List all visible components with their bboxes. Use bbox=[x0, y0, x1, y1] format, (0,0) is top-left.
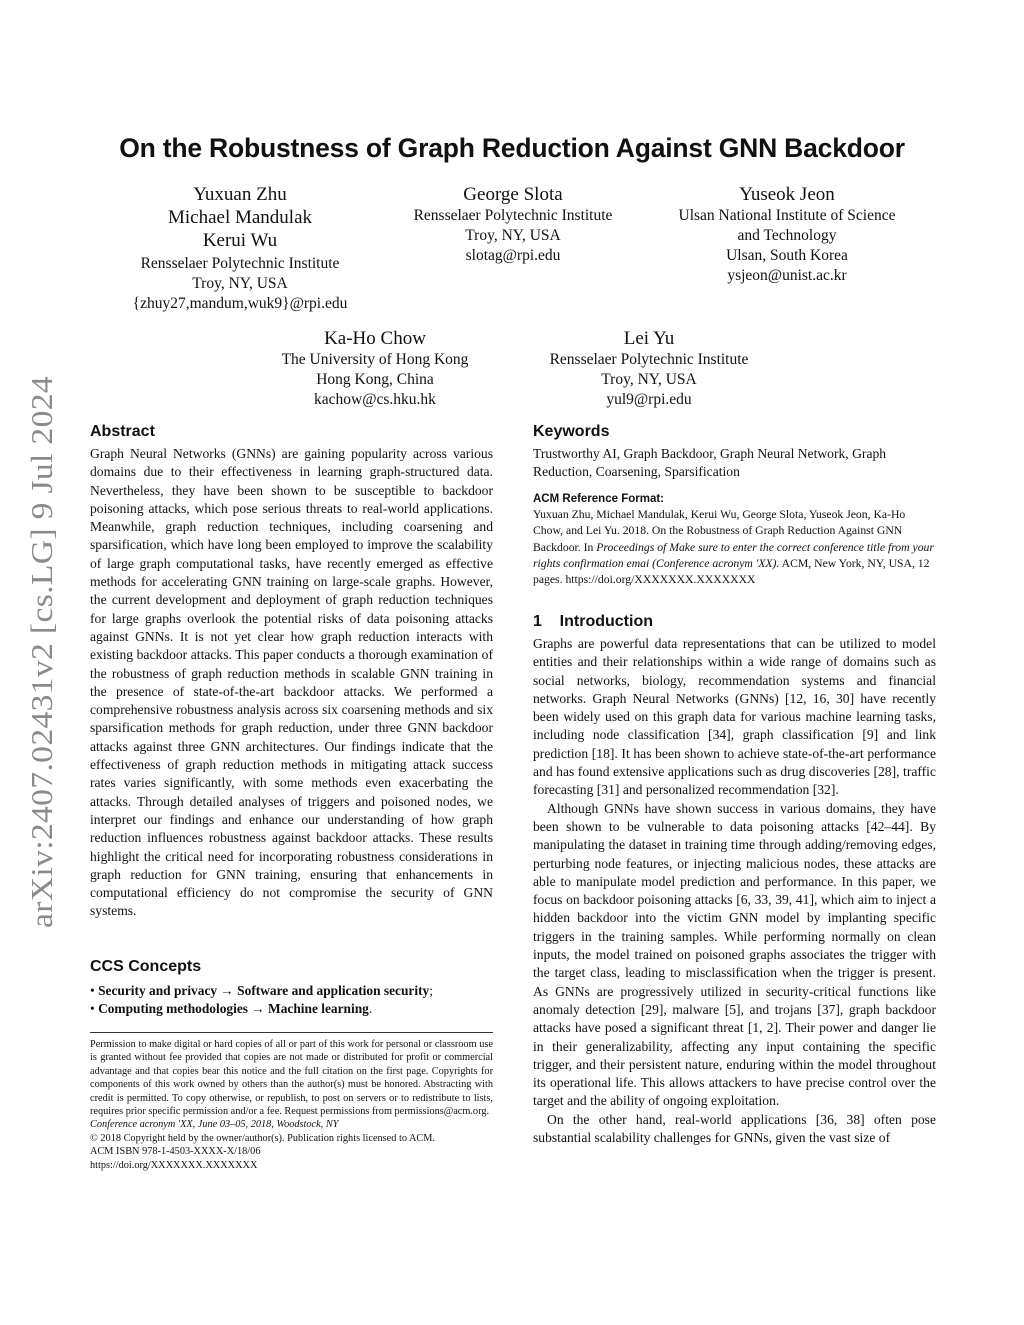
arxiv-stamp-svg bbox=[6, 374, 66, 930]
keywords-heading: Keywords bbox=[533, 423, 610, 440]
ccs-section bbox=[90, 958, 493, 1018]
author-name: Kerui Wu bbox=[202, 230, 278, 251]
author-block-2 bbox=[380, 183, 646, 266]
acm-reference-text bbox=[533, 507, 936, 588]
introduction-paragraph: Although GNNs have shown success in various domains, they have been shown to be vulnerable to data poisoning attacks [42–44]. By manipulating the dataset in training time through adding/removing edges, perturbing node features, or injecting malicious nodes, these attacks are able to manipulate model prediction and performance. In this paper, we focus on backdoor poisoning attacks [6, 33, 39, 41], which aim to inject a hidden backdoor into the victim GNN model by implanting specific triggers in the training samples. While performing normally on clean inputs, the model trained on poisoned graphs associates the trigger with the target class, leading to misclassification when the trigger is present. As GNNs are progressively utilized in security-critical functions like anomaly detection [29], malware [5], and trojans [37], graph backdoor attacks have posed a significant threat [1, 2]. Their power and danger lie in their generalizability, affecting any input containing the specific trigger, and their persistent nature, enduring within the model throughout its operational life. This allows attackers to have precise control over the target and the ability of ongoing exploitation. bbox=[533, 800, 936, 1109]
abstract-heading: Abstract bbox=[90, 423, 155, 440]
ccs-heading: CCS Concepts bbox=[90, 958, 202, 975]
ccs-item-end: ; bbox=[429, 983, 433, 998]
paper-title: On the Robustness of Graph Reduction Against GNN Backdoor bbox=[119, 133, 905, 163]
author-email[interactable]: ysjeon@unist.ac.kr bbox=[727, 267, 847, 284]
keywords-section bbox=[533, 423, 936, 482]
arxiv-id: arXiv:2407.02431v2 [cs.LG] 9 Jul 2024 bbox=[24, 419, 59, 928]
acm-reference-section bbox=[533, 493, 936, 588]
author-name: Yuseok Jeon bbox=[739, 184, 835, 205]
author-name: Yuxuan Zhu bbox=[193, 184, 287, 205]
abstract-text: Graph Neural Networks (GNNs) are gaining popularity across various domains due to their effectiveness in learning graph-structured data. Nevertheless, they have been shown to be susceptible to backdoor poisoning attacks, which pose serious threats to real-world applications. Meanwhile, graph reduction techniques, including coarsening and sparsification, which have long been employed to improve the scalability of large graph computational tasks, have recently emerged as effective methods for accelerating GNN training on large-scale graphs. However, the current development and deployment of graph reduction techniques for large graphs overlook the potential risks of data poisoning attacks against GNNs. It is not yet clear how graph reduction interacts with existing backdoor attacks. This paper conducts a thorough examination of the robustness of graph reduction methods in scalable GNN training in the presence of state-of-the-art backdoor attacks. We performed a comprehensive robustness analysis across six coarsening methods and six sparsification methods for graph reduction, under three GNN backdoor attacks against three GNN architectures. Our findings indicate that the effectiveness of graph reduction methods in mitigating attack success rates varies significantly, with some methods even exacerbating the attacks. Through detailed analyses of triggers and poisoned nodes, we interpret our findings and enhance our understanding of how graph reduction influences robustness against backdoor attacks. These results highlight the critical need for incorporating robustness considerations in graph reduction for GNN training, ensuring that enhancements in computational efficiency do not compromise the security of GNN systems. bbox=[90, 446, 493, 919]
author-email[interactable]: kachow@cs.hku.hk bbox=[314, 391, 436, 408]
author-affiliation: Ulsan National Institute of Science bbox=[678, 207, 896, 224]
acm-reference-heading: ACM Reference Format: bbox=[533, 493, 664, 505]
ccs-item-end: . bbox=[368, 1001, 373, 1016]
abstract-section bbox=[90, 423, 493, 921]
ccs-bullet: • bbox=[90, 1001, 95, 1016]
ccs-item bbox=[90, 1000, 493, 1018]
author-name: Lei Yu bbox=[623, 328, 675, 349]
keywords-text: Trustworthy AI, Graph Backdoor, Graph Neural Network, Graph Reduction, Coarsening, Sparsification bbox=[533, 446, 887, 480]
author-block-3 bbox=[652, 183, 922, 286]
ccs-concept-path: Computing methodologies → Machine learning bbox=[98, 1001, 369, 1016]
ccs-item bbox=[90, 982, 493, 1000]
author-block-4 bbox=[244, 327, 506, 410]
author-email[interactable]: yul9@rpi.edu bbox=[606, 391, 692, 408]
permission-text: Permission to make digital or hard copies of all or part of this work for personal or classroom use is granted without fee provided that copies are not made or distributed for profit or commercial advantage and that copies bear this notice and the full citation on the first page. Copyrights for components of this work owned by others than the author(s) must be honored. Abstracting with credit is permitted. To copy otherwise, or republish, to post on servers or to redistribute to lists, requires prior specific permission and/or a fee. Request permissions from permissions@acm.org. bbox=[90, 1039, 493, 1118]
acm-reference-venue: Proceedings of Make sure to enter the correct conference title from your rights confirmation emai (Conference acronym 'XX). bbox=[533, 540, 934, 570]
introduction-body bbox=[533, 635, 936, 1147]
author-email[interactable]: slotag@rpi.edu bbox=[465, 247, 561, 264]
introduction-paragraph: On the other hand, real-world applications [36, 38] often pose substantial scalability challenges for GNNs, given the vast size of bbox=[533, 1111, 936, 1146]
introduction-paragraph: Graphs are powerful data representations that can be utilized to model entities and their relationships within a wide range of domains such as social networks, biology, recommendation systems and financial networks. Graph Neural Networks (GNNs) [12, 16, 30] have recently been widely used on this graph data for various machine learning tasks, including node classification [34], graph classification [9] and link prediction [18]. It has been shown to achieve state-of-the-art performance and has found extensive applications such as drug discoveries [28], traffic forecasting [31] and personalized recommendation [32]. bbox=[533, 636, 936, 798]
copyright-line: © 2018 Copyright held by the owner/author(s). Publication rights licensed to ACM. bbox=[90, 1132, 436, 1144]
author-email[interactable]: {zhuy27,mandum,wuk9}@rpi.edu bbox=[132, 295, 348, 312]
author-location: Troy, NY, USA bbox=[601, 371, 697, 388]
author-name: Ka-Ho Chow bbox=[324, 328, 426, 349]
author-affiliation: Rensselaer Polytechnic Institute bbox=[413, 207, 613, 224]
author-affiliation: The University of Hong Kong bbox=[281, 351, 469, 368]
author-block-5 bbox=[518, 327, 780, 410]
author-location: Troy, NY, USA bbox=[465, 227, 561, 244]
author-affiliation: Rensselaer Polytechnic Institute bbox=[140, 255, 340, 272]
footnote-divider bbox=[90, 1032, 493, 1033]
acm-reference-authors: Yuxuan Zhu, Michael Mandulak, Kerui Wu, George Slota, Yuseok Jeon, Ka-Ho Chow, and Lei Yu. 2018. On the Robustness of Graph Reduction Against GNN Backdoor. In bbox=[533, 508, 906, 554]
author-block-1 bbox=[110, 183, 370, 314]
author-affiliation: Rensselaer Polytechnic Institute bbox=[549, 351, 749, 368]
author-location: Hong Kong, China bbox=[316, 371, 434, 388]
isbn-line: ACM ISBN 978-1-4503-XXXX-X/18/06 bbox=[90, 1146, 261, 1158]
acm-reference-publisher: ACM, New York, NY, USA, 12 pages. https://doi.org/XXXXXXX.XXXXXXX bbox=[533, 556, 930, 587]
introduction-heading: 1 Introduction bbox=[533, 613, 653, 630]
ccs-concept-path: Security and privacy → Software and application security bbox=[98, 983, 430, 998]
introduction-section bbox=[533, 613, 936, 1147]
ccs-bullet: • bbox=[90, 983, 95, 998]
doi-link[interactable]: https://doi.org/XXXXXXX.XXXXXXX bbox=[90, 1159, 258, 1171]
permission-block bbox=[90, 1038, 493, 1172]
conference-info: Conference acronym 'XX, June 03–05, 2018, Woodstock, NY bbox=[90, 1119, 339, 1131]
arxiv-stamp bbox=[6, 374, 66, 930]
author-location: Ulsan, South Korea bbox=[726, 247, 848, 264]
author-location: Troy, NY, USA bbox=[192, 275, 288, 292]
author-name: George Slota bbox=[463, 184, 563, 205]
author-affiliation: and Technology bbox=[737, 227, 837, 244]
author-name: Michael Mandulak bbox=[167, 207, 313, 228]
